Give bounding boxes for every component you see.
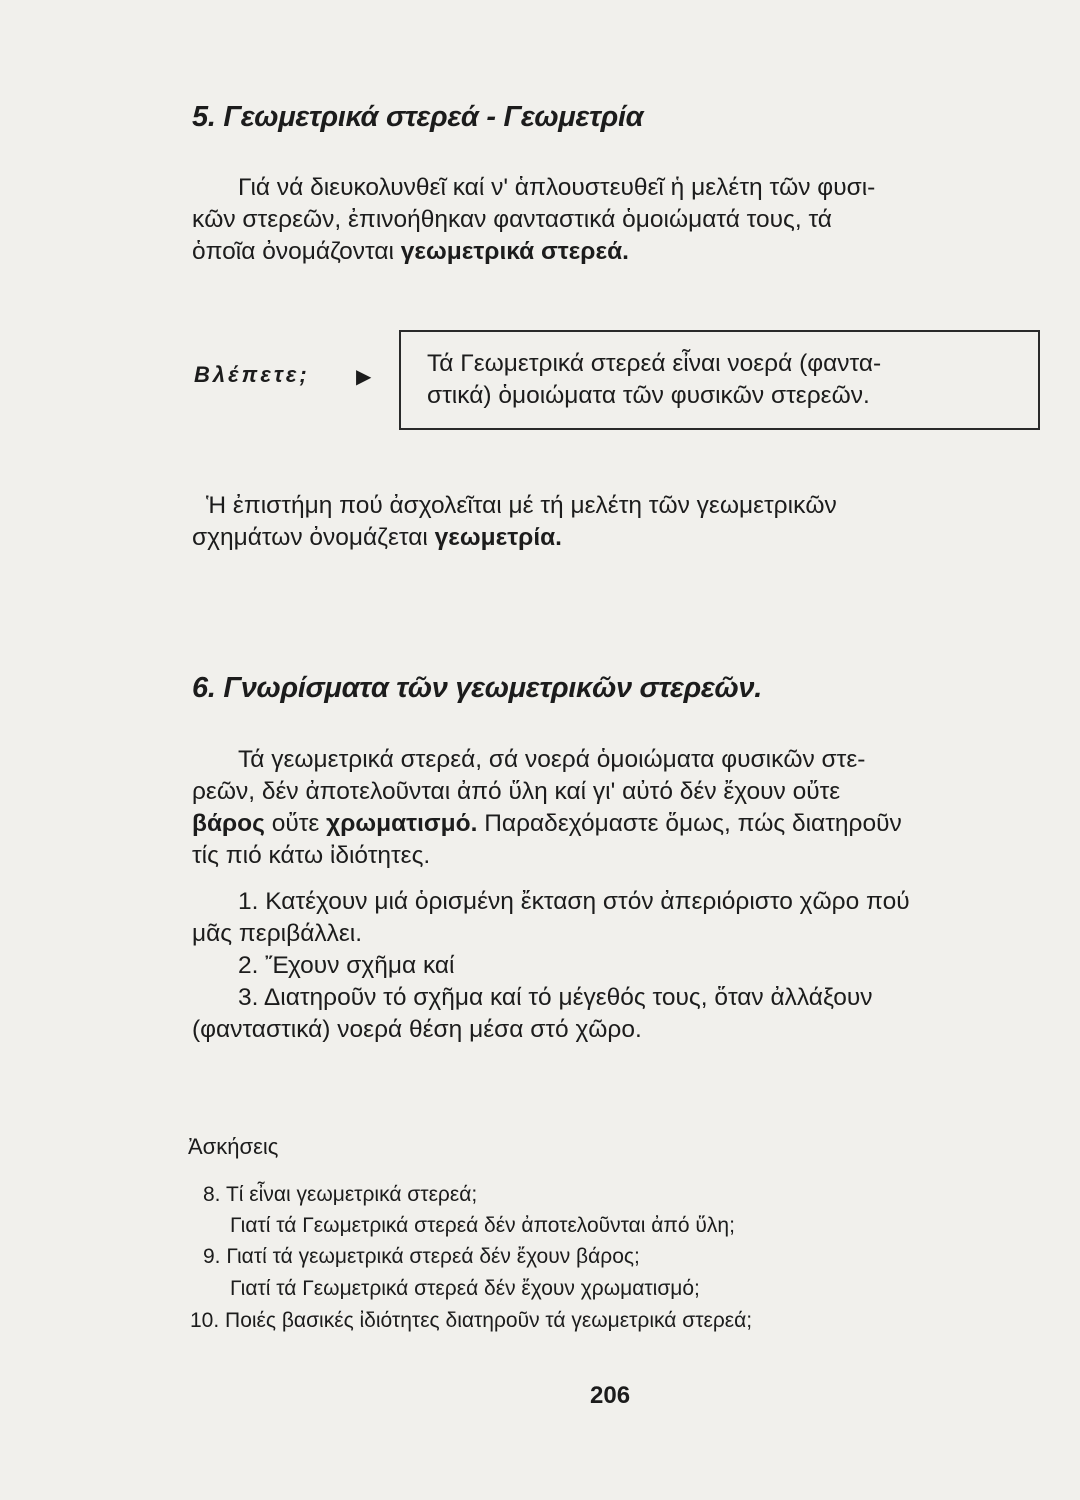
text-line: [192, 808, 1042, 840]
text-line-content: σχημάτων ὀνομάζεται: [192, 524, 435, 551]
text-line: τίς πιό κάτω ἰδιότητες.: [192, 842, 431, 869]
text-line-content: Γιά νά διευκολυνθεῖ καί ν' ἁπλουστευθεῖ ἡ μελέτη τῶν φυσι-: [238, 174, 876, 201]
term-geometric-solids: γεωμετρικά στερεά.: [400, 238, 629, 265]
text-line-content: οὔτε: [264, 810, 327, 837]
exercise-line: Γιατί τά Γεωμετρικά στερεά δέν ἔχουν χρωματισμό;: [230, 1277, 700, 1300]
list-item: [192, 982, 1042, 1014]
text-line: ρεῶν, δέν ἀποτελοῦνται ἀπό ὕλη καί γι' αὐτό δέν ἔχουν οὔτε: [192, 778, 841, 805]
text-line: [192, 490, 1042, 522]
page-number: 206: [590, 1382, 631, 1409]
exercises-title: Ἀσκήσεις: [188, 1134, 279, 1159]
properties-list: [192, 886, 1042, 1046]
list-item: [192, 886, 1042, 918]
list-item-continuation: μᾶς περιβάλλει.: [192, 920, 363, 947]
term-color: χρωματισμό.: [326, 810, 478, 837]
see-label: Βλέπετε;: [194, 362, 310, 387]
list-item-text: 2. Ἔχουν σχῆμα καί: [238, 952, 455, 979]
text-line-content: Παραδεχόμαστε ὅμως, πώς διατηροῦν: [477, 810, 902, 837]
exercise-line: Γιατί τά Γεωμετρικά στερεά δέν ἀποτελοῦνται ἀπό ὕλη;: [230, 1214, 735, 1237]
term-geometry: γεωμετρία.: [434, 524, 562, 551]
text-line-content: Τά γεωμετρικά στερεά, σά νοερά ὁμοιώματα φυσικῶν στε-: [238, 746, 866, 773]
list-item-text: 3. Διατηροῦν τό σχῆμα καί τό μέγεθός τους, ὅταν ἀλλάξουν: [238, 984, 873, 1011]
list-item-text: 1. Κατέχουν μιά ὁρισμένη ἔκταση στόν ἀπεριόριστο χῶρο πού: [238, 888, 910, 915]
text-line: [192, 236, 1042, 268]
definition-line: Τά Γεωμετρικά στερεά εἶναι νοερά (φαντα-: [427, 350, 882, 377]
text-line: [192, 522, 1042, 554]
list-item: [192, 950, 1042, 982]
pointer-arrow-icon: ▶: [356, 366, 372, 388]
text-line-content: ὁποῖα ὀνομάζονται: [192, 238, 401, 265]
section-5-paragraph: [192, 172, 1042, 268]
definition-line: στικά) ὁμοιώματα τῶν φυσικῶν στερεῶν.: [427, 382, 870, 409]
geometry-definition-paragraph: [192, 490, 1042, 554]
section-6-heading: 6. Γνωρίσματα τῶν γεωμετρικῶν στερεῶν.: [192, 672, 762, 704]
section-6-paragraph: [192, 744, 1042, 872]
exercise-line: 9. Γιατί τά γεωμετρικά στερεά δέν ἔχουν βάρος;: [203, 1245, 640, 1268]
text-line: κῶν στερεῶν, ἐπινοήθηκαν φανταστικά ὁμοιώματά τους, τά: [192, 206, 832, 233]
list-item-continuation: (φανταστικά) νοερά θέση μέσα στό χῶρο.: [192, 1016, 642, 1043]
text-line: [192, 744, 1042, 776]
term-weight: βάρος: [192, 810, 265, 837]
section-5-heading: 5. Γεωμετρικά στερεά - Γεωμετρία: [192, 101, 644, 133]
definition-box: [399, 330, 1040, 430]
text-line: [192, 172, 1042, 204]
exercise-line: 10. Ποιές βασικές ἰδιότητες διατηροῦν τά γεωμετρικά στερεά;: [190, 1309, 753, 1332]
exercise-line: 8. Τί εἶναι γεωμετρικά στερεά;: [203, 1183, 478, 1206]
text-line-content: Ἡ ἐπιστήμη πού ἀσχολεῖται μέ τή μελέτη τῶν γεωμετρικῶν: [206, 492, 837, 519]
